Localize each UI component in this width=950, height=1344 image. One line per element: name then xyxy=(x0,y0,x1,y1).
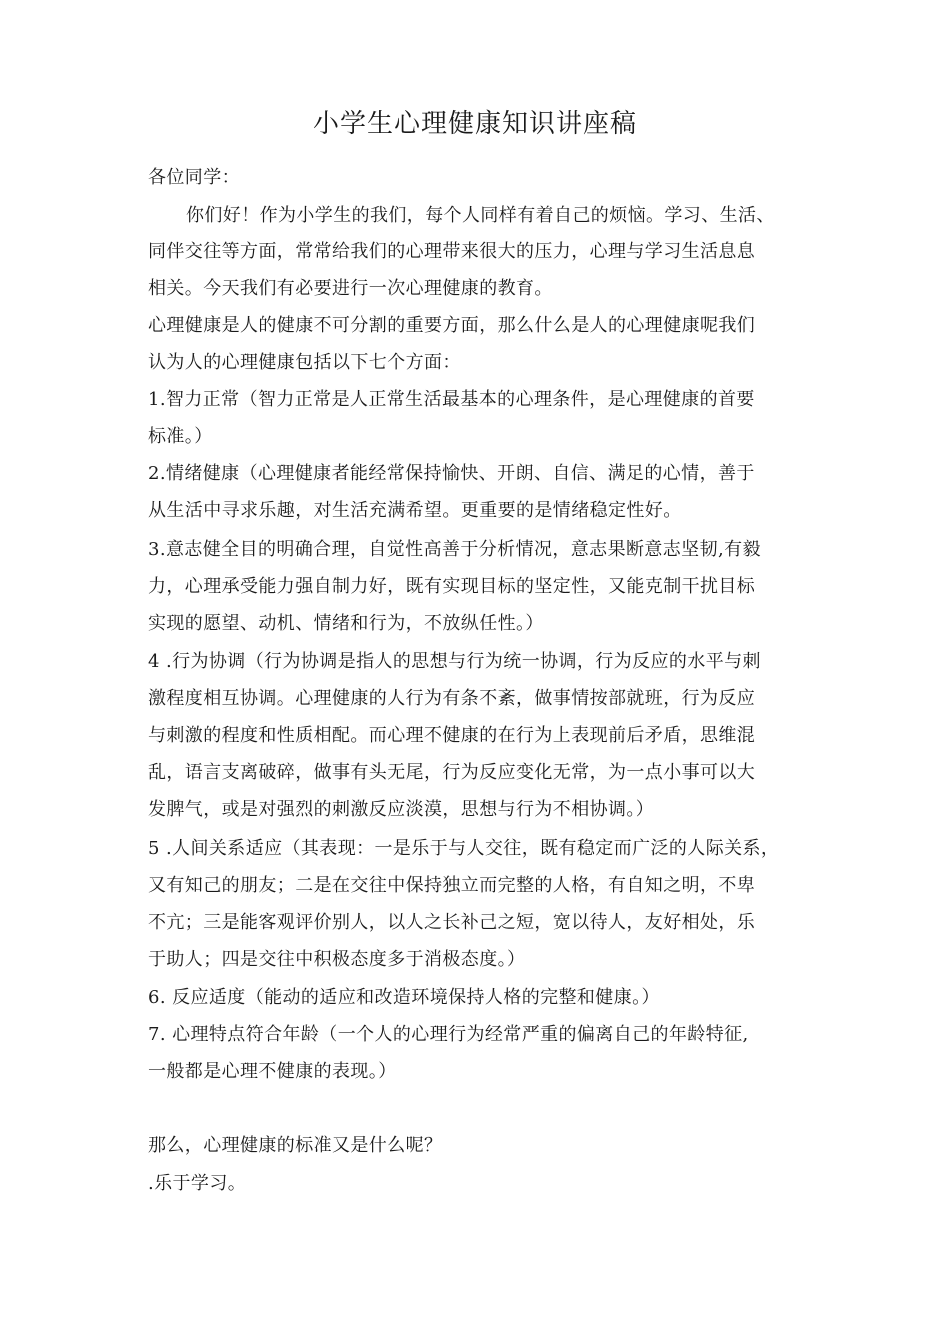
text-line: 那么，心理健康的标准又是什么呢？ xyxy=(148,1135,443,1156)
text-line: 力，心理承受能力强自制力好，既有实现目标的坚定性，又能克制干扰目标 xyxy=(148,576,756,597)
text-line: 同伴交往等方面，常常给我们的心理带来很大的压力，心理与学习生活息息 xyxy=(148,241,756,262)
text-line: 一般都是心理不健康的表现。） xyxy=(148,1061,397,1082)
text-line: 从生活中寻求乐趣，对生活充满希望。更重要的是情绪稳定性好。 xyxy=(148,500,682,521)
text-line: 不亢；三是能客观评价别人，以人之长补己之短，宽以待人，友好相处，乐 xyxy=(148,912,756,933)
text-line: 又有知己的朋友；二是在交往中保持独立而完整的人格，有自知之明，不卑 xyxy=(148,875,756,896)
text-line: 5 .人间关系适应（其表现：一是乐于与人交往，既有稳定而广泛的人际关系， xyxy=(148,838,780,859)
text-line: 标准。） xyxy=(148,426,213,447)
text-line: 2.情绪健康（心理健康者能经常保持愉快、开朗、自信、满足的心情，善于 xyxy=(148,463,755,484)
document-title: 小学生心理健康知识讲座稿 xyxy=(312,109,637,139)
text-line: 于助人；四是交往中积极态度多于消极态度。） xyxy=(148,949,526,970)
text-line: 与刺激的程度和性质相配。而心理不健康的在行为上表现前后矛盾，思维混 xyxy=(148,725,756,746)
text-line: 你们好！作为小学生的我们，每个人同样有着自己的烦恼。学习、生活、 xyxy=(186,205,775,226)
text-line: 4 .行为协调（行为协调是指人的思想与行为统一协调，行为反应的水平与刺 xyxy=(148,651,761,672)
text-line: 认为人的心理健康包括以下七个方面： xyxy=(148,352,461,373)
text-line: 激程度相互协调。心理健康的人行为有条不紊，做事情按部就班，行为反应 xyxy=(148,688,756,709)
text-line: 相关。今天我们有必要进行一次心理健康的教育。 xyxy=(148,278,553,299)
text-line: 乱，语言支离破碎，做事有头无尾，行为反应变化无常，为一点小事可以大 xyxy=(148,762,756,783)
text-line: 发脾气，或是对强烈的刺激反应淡漠，思想与行为不相协调。） xyxy=(148,799,655,820)
text-line: 6. 反应适度（能动的适应和改造环境保持人格的完整和健康。） xyxy=(148,987,660,1008)
text-line: 7. 心理特点符合年龄（一个人的心理行为经常严重的偏离自己的年龄特征, xyxy=(148,1024,749,1045)
text-line: 1.智力正常（智力正常是人正常生活最基本的心理条件，是心理健康的首要 xyxy=(148,389,755,410)
text-line: .乐于学习。 xyxy=(148,1173,247,1194)
text-line: 实现的愿望、动机、情绪和行为，不放纵任性。） xyxy=(148,613,544,634)
text-line: 各位同学： xyxy=(148,167,240,188)
text-line: 3.意志健全目的明确合理，自觉性高善于分析情况，意志果断意志坚韧,有毅 xyxy=(148,539,761,560)
text-line: 心理健康是人的健康不可分割的重要方面，那么什么是人的心理健康呢我们 xyxy=(148,315,756,336)
